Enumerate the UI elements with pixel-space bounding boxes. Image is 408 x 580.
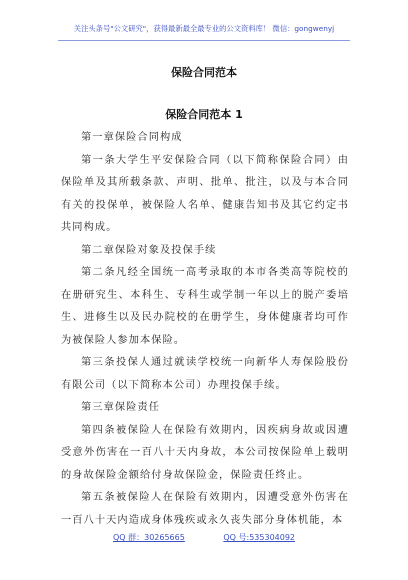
article-paragraph: 第二条凡经全国统一高考录取的本市各类高等院校的在册研究生、本科生、专科生或学制一年以上的脱产委培生、进修生以及民办院校的在册学生，身体健康者均可作为被保险人参加本保险。 [61,267,349,346]
header-banner: 关注头条号"公文研究"，获得最新最全最专业的公文资料库！ 微信：gongwenyj [73,24,335,33]
document-subtitle: 保险合同范本 1 [165,108,243,121]
header-divider [58,40,350,41]
document-title: 保险合同范本 [171,66,237,79]
article-paragraph: 第四条被保险人在保险有效期内，因疾病身故或因遭受意外伤害在一百八十天内身故，本公司按保险单上载明的身故保险金额给付身故保险金，保险责任终止。 [61,424,349,481]
article-paragraph: 第三条投保人通过就读学校统一向新华人寿保险股份有限公司（以下简称本公司）办理投保手续。 [61,357,349,391]
article-paragraph: 第一条大学生平安保险合同（以下简称保险合同）由保险单及其所载条款、声明、批单、批注，以及与本合同有关的投保单，被保险人名单、健康告知书及其它约定书共同构成。 [61,154,349,233]
footer-contact [0,532,408,543]
footer-qq-group: QQ 群：30265665 [112,533,185,542]
article-paragraph: 第五条被保险人在保险有效期内，因遭受意外伤害在一百八十天内造成身体残疾或永久丧失部分身体机能，本 [61,492,349,526]
chapter-heading: 第一章保险合同构成 [81,132,183,143]
footer-qq-number: QQ 号:535304092 [223,533,296,542]
document-body [61,127,349,532]
chapter-heading: 第三章保险责任 [81,402,161,413]
chapter-heading: 第二章保险对象及投保手续 [81,244,217,256]
